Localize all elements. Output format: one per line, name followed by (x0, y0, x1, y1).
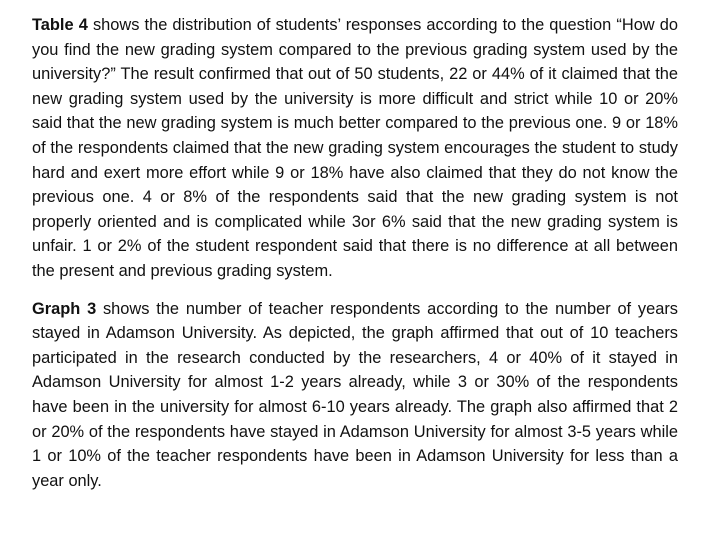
graph-3-paragraph (32, 297, 678, 494)
table-4-paragraph (32, 13, 678, 284)
graph-3-body: shows the number of teacher respondents according to the number of years stayed in Adamson University. As depicted, the graph affirmed that out of 10 teachers participated in the research conducted by the researchers, 4 or 40% of it stayed in Adamson University for almost 1-2 years already, while 3 or 30% of the respondents have been in the university for almost 6-10 years already. The graph also affirmed that 2 or 20% of the respondents have stayed in Adamson University for almost 3-5 years while 1 or 10% of the teacher respondents have been in Adamson University for less than a year only. (32, 299, 678, 490)
table-4-lead: Table 4 (32, 16, 88, 34)
table-4-body: shows the distribution of students’ responses according to the question “How do you find the new grading system compared to the previous grading system used by the university?” The result confirmed that out of 50 students, 22 or 44% of it claimed that the new grading system used by the university is more difficult and strict while 10 or 20% said that the new grading system is much better compared to the previous one. 9 or 18% of the respondents claimed that the new grading system encourages the student to study hard and exert more effort while 9 or 18% have also claimed that they do not know the previous one. 4 or 8% of the respondents said that the new grading system is not properly oriented and is complicated while 3or 6% said that the new grading system is unfair. 1 or 2% of the student respondent said that there is no difference at all between the present and previous grading system. (32, 16, 678, 280)
document-page (32, 13, 678, 493)
graph-3-lead: Graph 3 (32, 299, 97, 318)
